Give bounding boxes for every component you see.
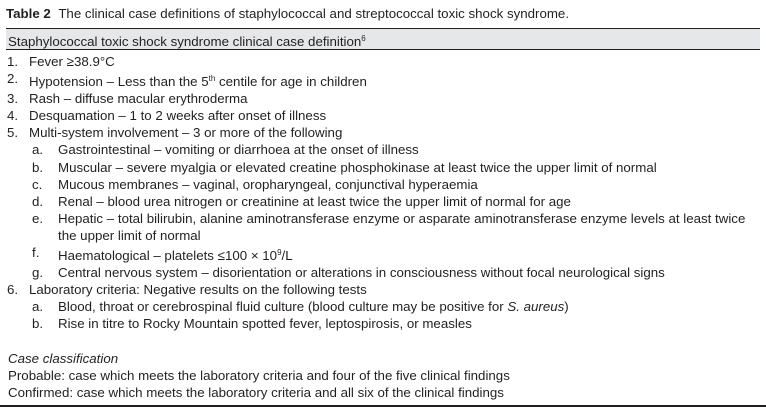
criterion-text-end: centile for age in children bbox=[215, 74, 367, 90]
criterion-number: 1. bbox=[7, 54, 19, 69]
system-text: Gastrointestinal – vomiting or diarrhoea at the onset of illness bbox=[58, 142, 419, 158]
system-row bbox=[6, 141, 760, 158]
criterion-text: Rash – diffuse macular erythroderma bbox=[29, 91, 248, 107]
system-row bbox=[6, 193, 760, 210]
system-letter: c. bbox=[32, 176, 43, 192]
system-row bbox=[6, 176, 760, 193]
organism-name: S. aureus bbox=[507, 299, 565, 315]
table-label: Table 2 bbox=[6, 6, 51, 21]
lab-test-row bbox=[6, 298, 760, 315]
table-caption-text: The clinical case definitions of staphylococcal and streptococcal toxic shock syndrome. bbox=[58, 6, 570, 21]
system-text-end: /L bbox=[281, 248, 293, 264]
criterion-text bbox=[29, 70, 367, 90]
criterion-row bbox=[6, 107, 760, 124]
criterion-row bbox=[6, 70, 760, 90]
criterion-number: 2. bbox=[7, 71, 19, 87]
system-text: Mucous membranes – vaginal, oropharyngeal, conjunctival hyperaemia bbox=[58, 176, 478, 192]
system-text-start: Haematological – platelets ≤100 × 10 bbox=[58, 248, 278, 264]
system-row bbox=[6, 210, 760, 244]
lab-test-text bbox=[58, 298, 569, 315]
criterion-text: Multi-system involvement – 3 or more of the following bbox=[29, 125, 343, 141]
classification-heading: Case classification bbox=[8, 350, 119, 366]
system-letter: g. bbox=[32, 265, 44, 281]
criterion-row bbox=[6, 90, 760, 107]
system-text bbox=[58, 244, 293, 264]
spacer bbox=[6, 333, 760, 350]
lab-test-text: Rise in titre to Rocky Mountain spotted fever, leptospirosis, or measles bbox=[58, 316, 472, 332]
system-row bbox=[6, 159, 760, 176]
criterion-text: Laboratory criteria: Negative results on the following tests bbox=[29, 282, 367, 298]
lab-test-letter: a. bbox=[32, 299, 44, 315]
criterion-number: 3. bbox=[7, 91, 19, 107]
table-caption bbox=[6, 0, 760, 28]
lab-test-text-end: ) bbox=[564, 299, 569, 315]
lab-test-row bbox=[6, 315, 760, 332]
system-text: Muscular – severe myalgia or elevated creatine phosphokinase at least twice the upper limit of normal bbox=[58, 159, 657, 175]
lab-test-letter: b. bbox=[32, 316, 44, 332]
table-body bbox=[6, 50, 760, 401]
criterion-text: Fever ≥38.9°C bbox=[29, 54, 115, 69]
criterion-number: 6. bbox=[7, 282, 19, 298]
system-letter: d. bbox=[32, 193, 44, 209]
criterion-number: 4. bbox=[7, 108, 19, 124]
confirmed-definition: Confirmed: case which meets the laboratory criteria and all six of the clinical findings bbox=[8, 384, 504, 400]
superscript: 9 bbox=[277, 248, 282, 258]
system-letter: b. bbox=[32, 159, 44, 175]
criterion-text-start: Hypotension – Less than the 5 bbox=[29, 74, 209, 90]
criterion-row bbox=[6, 53, 760, 70]
system-text: Renal – blood urea nitrogen or creatinine at least twice the upper limit of normal for age bbox=[58, 193, 571, 209]
system-letter: e. bbox=[32, 210, 44, 226]
reference-superscript: 6 bbox=[361, 34, 366, 43]
system-row bbox=[6, 264, 760, 281]
system-text: Hepatic – total bilirubin, alanine aminotransferase enzyme or asparate aminotransferase enzyme levels at least twice the upper limit of normal bbox=[58, 210, 746, 243]
system-letter: f. bbox=[32, 245, 40, 261]
criterion-number: 5. bbox=[7, 125, 19, 141]
table-header-title: Staphylococcal toxic shock syndrome clinical case definition bbox=[8, 34, 362, 49]
criterion-text: Desquamation – 1 to 2 weeks after onset of illness bbox=[29, 108, 327, 124]
lab-test-text-start: Blood, throat or cerebrospinal fluid culture (blood culture may be positive for bbox=[58, 299, 508, 315]
criterion-row bbox=[6, 281, 760, 298]
superscript: th bbox=[208, 74, 216, 84]
criterion-row bbox=[6, 124, 760, 141]
system-text: Central nervous system – disorientation or alterations in consciousness without focal neurological signs bbox=[58, 265, 665, 281]
table-header-band bbox=[6, 28, 760, 50]
system-letter: a. bbox=[32, 142, 44, 158]
system-row bbox=[6, 244, 760, 264]
probable-definition: Probable: case which meets the laboratory criteria and four of the five clinical findings bbox=[8, 367, 510, 383]
